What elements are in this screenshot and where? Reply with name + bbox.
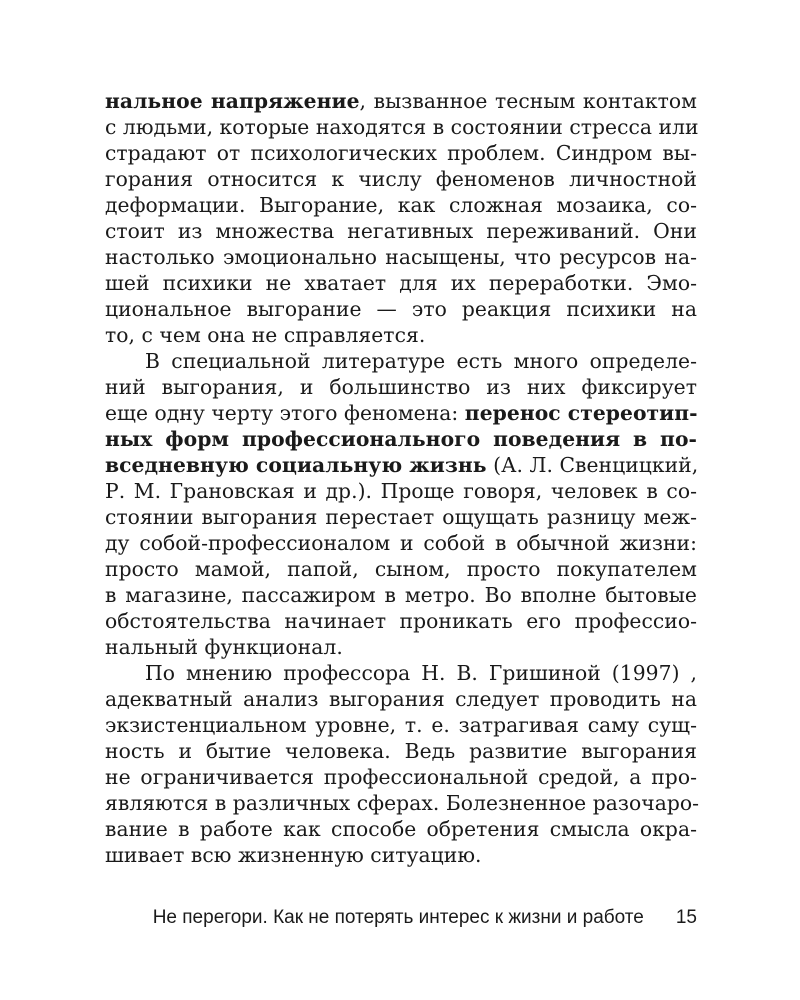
text-segment: стоит из множества негативных переживаний. Они [105,219,697,243]
text-segment: с людьми, которые находятся в состоянии стресса или [105,115,699,139]
text-segment: горания относится к числу феноменов личностной [105,167,697,191]
bold-term: ных форм профессионального поведения в по- [105,427,697,451]
text-line [105,218,697,244]
text-segment: стоянии выгорания перестает ощущать разницу меж- [105,505,697,529]
text-line [105,790,700,816]
text-line [105,608,697,634]
text-segment: циональное выгорание — это реакция психики на [105,297,697,321]
text-segment: шивает всю жизненную ситуацию. [105,843,482,867]
text-segment: экзистенциальном уровне, т. е. затрагивая саму сущ- [105,713,697,737]
text-segment: Р. М. Грановская и др.). Проще говоря, человек в со- [105,479,697,503]
page-number: 15 [675,907,697,928]
text-line [105,634,697,660]
footer-book-title: Не перегори. Как не потерять интерес к жизни и работе [152,907,644,928]
text-line [105,738,697,764]
text-segment: В специальной литературе есть много определе- [145,349,697,373]
text-line [105,270,697,296]
text-segment: ду собой-профессионалом и собой в обычной жизни: [105,531,697,555]
text-segment: обстоятельства начинает проникать его профессио- [105,609,697,633]
text-line [105,426,697,452]
text-segment: не ограничивается профессиональной средой, а про- [105,765,697,789]
text-line [105,764,697,790]
bold-term: перенос стереотип- [464,401,698,425]
text-segment: , вызванное тесным контактом [359,89,697,113]
text-line [105,400,697,426]
text-segment: настолько эмоционально насыщены, что ресурсов на- [105,245,697,269]
text-line [105,192,697,218]
text-line [105,712,697,738]
text-segment: деформации. Выгорание, как сложная мозаика, со- [105,193,697,217]
text-line [105,556,697,582]
text-line [105,504,697,530]
text-line [105,296,697,322]
paragraph [105,660,700,868]
text-segment: еще одну черту этого феномена: [105,401,465,425]
text-segment: (А. Л. Свенцицкий, [486,453,699,477]
text-line [105,348,697,374]
text-segment: нальный функционал. [105,635,343,659]
text-line [105,114,697,140]
text-line [105,88,697,114]
text-line [105,686,697,712]
text-segment: ность и бытие человека. Ведь развитие выгорания [105,739,697,763]
text-segment: По мнению профессора Н. В. Гришиной (1997) , [145,661,697,685]
text-segment: страдают от психологических проблем. Синдром вы- [105,141,697,165]
bold-term: вседневную социальную жизнь [105,453,487,477]
text-line [105,816,697,842]
text-line [105,166,697,192]
text-line [105,530,697,556]
text-line [105,842,697,868]
text-line [105,244,697,270]
paragraph [105,88,697,348]
text-line [105,660,697,686]
text-line [105,140,697,166]
text-segment: адекватный анализ выгорания следует проводить на [105,687,697,711]
bold-term: нальное напряжение [105,89,360,113]
running-footer [152,906,697,930]
text-segment: шей психики не хватает для их переработки. Эмо- [105,271,697,295]
text-line [105,374,697,400]
text-line [105,452,697,478]
text-segment: в магазине, пассажиром в метро. Во вполне бытовые [105,583,697,607]
text-line [105,582,697,608]
page-body [105,88,700,868]
text-segment: вание в работе как способе обретения смысла окра- [105,817,697,841]
paragraph [105,348,697,660]
text-line [105,478,697,504]
text-segment: ний выгорания, и большинство из них фиксирует [105,375,697,399]
body-text [105,88,700,868]
text-line [105,322,697,348]
text-segment: просто мамой, папой, сыном, просто покупателем [105,557,697,581]
text-segment: то, с чем она не справляется. [105,323,426,347]
text-segment: являются в различных сферах. Болезненное разочаро- [105,791,700,815]
